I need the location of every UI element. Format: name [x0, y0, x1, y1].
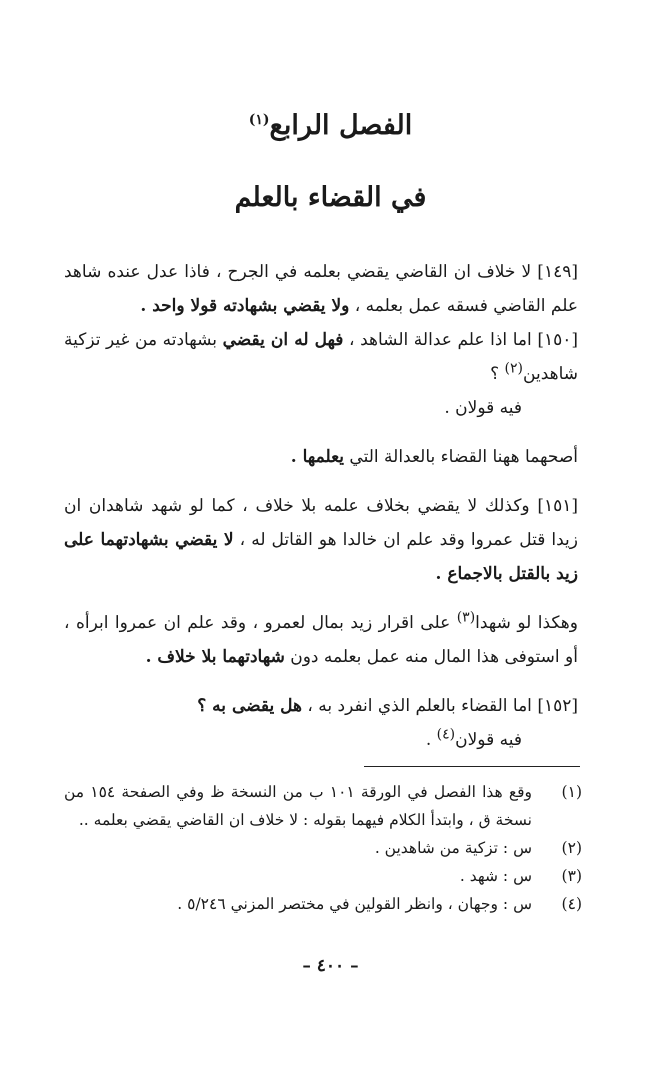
footnote-1: (١) وقع هذا الفصل في الورقة ١٠١ ب من النسخة ظ وفي الصفحة ١٥٤ من نسخة ق ، وابتدأ الكلام فيهما بقوله : لا خلاف ان القاضي يقضي بعلمه .. [64, 783, 582, 829]
paragraph-two-opinions: فيه قولان . [444, 398, 522, 418]
paragraph-151: [١٥١] وكذلك لا يقضي بخلاف علمه بلا خلاف ، كما لو شهد شاهدان ان زيدا قتل عمروا وقد علم ان خالدا هو القاتل له ، لا يقضي بشهادتهما على زيد بالقتل بالاجماع . [64, 496, 578, 584]
main-text [64, 255, 578, 757]
footnote-3: (٣) س : شهد . [459, 867, 582, 885]
paragraph-two-opinions-2: فيه قولان$^{(٤)}$ . [425, 726, 522, 750]
paragraph-150: [١٥٠] اما اذا علم عدالة الشاهد ، فهل له ان يقضي بشهادته من غير تزكية شاهدين$^{(٢)}$ ؟ [64, 330, 579, 384]
footnote-ref-4: (٤) [436, 726, 456, 743]
chapter-title-footnote-ref: (١) [248, 112, 270, 128]
paragraph-152: [١٥٢] اما القضاء بالعلم الذي انفرد به ، هل يقضى به ؟ [197, 696, 578, 716]
chapter-title-text: الفصل الرابع [269, 110, 413, 141]
footnote-4: (٤) س : وجهان ، وانظر القولين في مختصر المزني ٥/٢٤٦ . [177, 895, 582, 913]
footnotes [64, 778, 582, 918]
footnote-2: (٢) س : تزكية من شاهدين . [374, 839, 582, 857]
paragraph-149: [١٤٩] لا خلاف ان القاضي يقضي بعلمه في الجرح ، فاذا عدل عنده شاهد علم القاضي فسقه عمل بعلمه ، ولا يقضي بشهادته قولا واحد . [64, 262, 578, 316]
chapter-title [0, 110, 661, 141]
page-number: – ٤٠٠ – [302, 956, 359, 976]
footnote-ref-2: (٢) [504, 360, 524, 377]
section-title: في القضاء بالعلم [234, 182, 427, 213]
footnote-ref-3: (٣) [456, 609, 476, 626]
paragraph-preferred-opinion: أصحهما ههنا القضاء بالعدالة التي يعلمها . [290, 447, 578, 467]
paragraph-confession: وهكذا لو شهدا$^{(٣)}$ على اقرار زيد بمال لعمرو ، وقد علم ان عمروا ابرأه ، أو استوفى هذا المال منه عمل بعلمه دون شهادتهما بلا خلاف . [64, 609, 578, 667]
footnote-divider [364, 766, 580, 767]
